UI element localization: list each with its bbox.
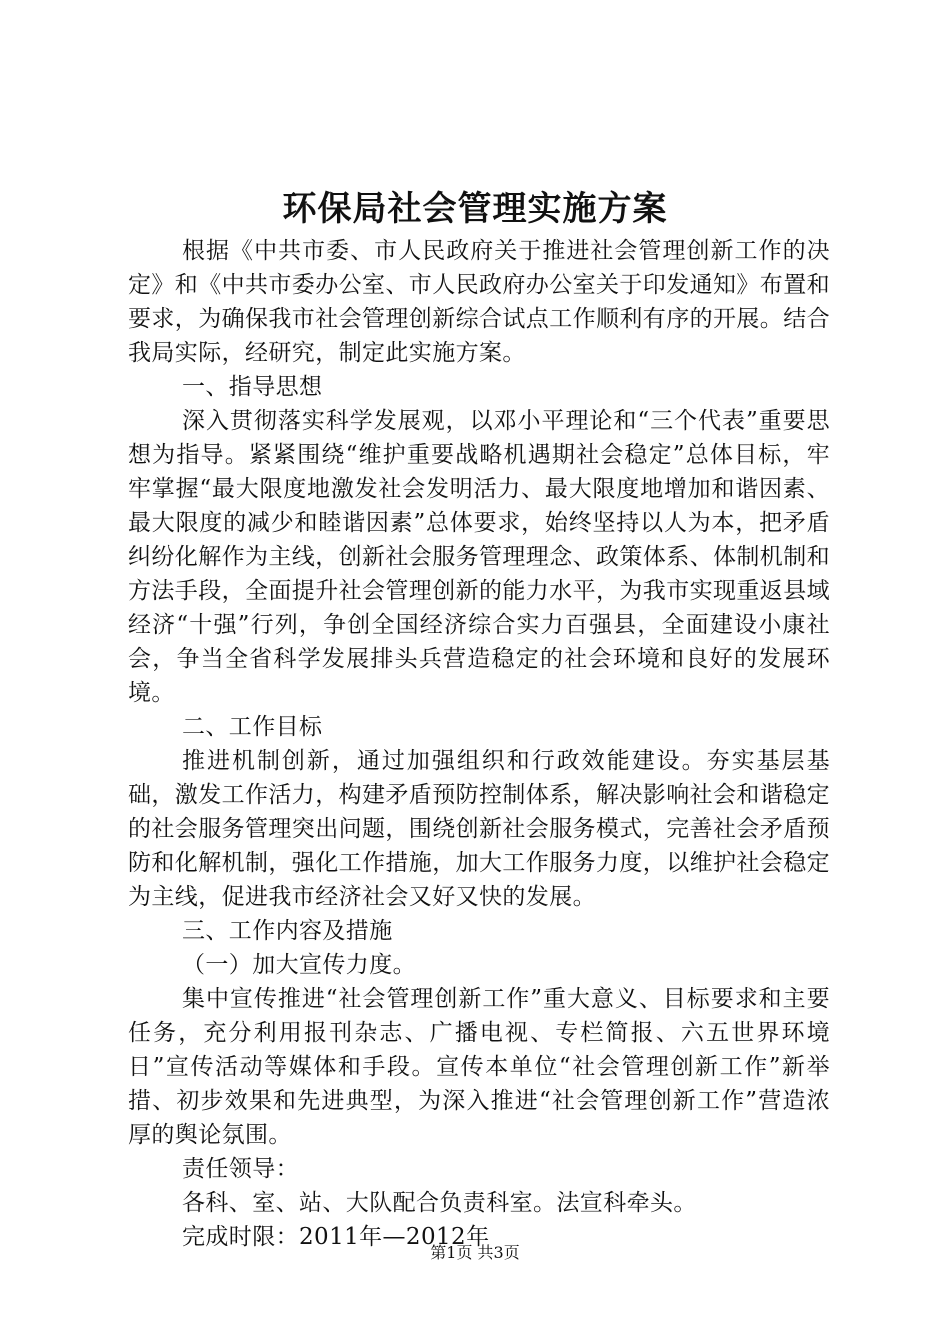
intro-paragraph: 根据《中共市委、市人民政府关于推进社会管理创新工作的决定》和《中共市委办公室、市人民政府办公室关于印发通知》布置和要求，为确保我市社会管理创新综合试点工作顺利有序的开展。结合我局实际，经研究，制定此实施方案。 bbox=[128, 238, 830, 366]
document-title: 环保局社会管理实施方案 bbox=[282, 189, 668, 229]
completion-deadline: 完成时限：2011年—2012年 bbox=[182, 1224, 490, 1250]
subsection-heading-publicity: （一）加大宣传力度。 bbox=[182, 952, 416, 978]
document-body bbox=[128, 234, 830, 1254]
page-number-footer: 第1页 共3页 bbox=[430, 1243, 520, 1262]
guiding-thought-paragraph: 深入贯彻落实科学发展观，以邓小平理论和“三个代表”重要思想为指导。紧紧围绕“维护重要战略机遇期社会稳定”总体目标，牢牢掌握“最大限度地激发社会发明活力、最大限度地增加和谐因素、最大限度的减少和睦谐因素”总体要求，始终坚持以人为本，把矛盾纠纷化解作为主线，创新社会服务管理理念、政策体系、体制机制和方法手段，全面提升社会管理创新的能力水平，为我市实现重返县域经济“十强”行列，争创全国经济综合实力百强县，全面建设小康社会，争当全省科学发展排头兵营造稳定的社会环境和良好的发展环境。 bbox=[128, 408, 830, 706]
section-heading-work-goals: 二、工作目标 bbox=[182, 714, 323, 740]
section-heading-work-content: 三、工作内容及措施 bbox=[182, 918, 393, 944]
section-heading-guiding-thought: 一、指导思想 bbox=[182, 374, 323, 400]
publicity-paragraph: 集中宣传推进“社会管理创新工作”重大意义、目标要求和主要任务，充分利用报刊杂志、广播电视、专栏简报、六五世界环境日”宣传活动等媒体和手段。宣传本单位“社会管理创新工作”新举措、初步效果和先进典型，为深入推进“社会管理创新工作”营造浓厚的舆论氛围。 bbox=[128, 986, 830, 1148]
responsible-departments: 各科、室、站、大队配合负责科室。法宣科牵头。 bbox=[182, 1190, 697, 1216]
responsible-leader-label: 责任领导： bbox=[182, 1156, 299, 1182]
work-goals-paragraph: 推进机制创新，通过加强组织和行政效能建设。夯实基层基础，激发工作活力，构建矛盾预防控制体系，解决影响社会和谐稳定的社会服务管理突出问题，围绕创新社会服务模式，完善社会矛盾预防和化解机制，强化工作措施，加大工作服务力度，以维护社会稳定为主线，促进我市经济社会又好又快的发展。 bbox=[128, 748, 830, 910]
